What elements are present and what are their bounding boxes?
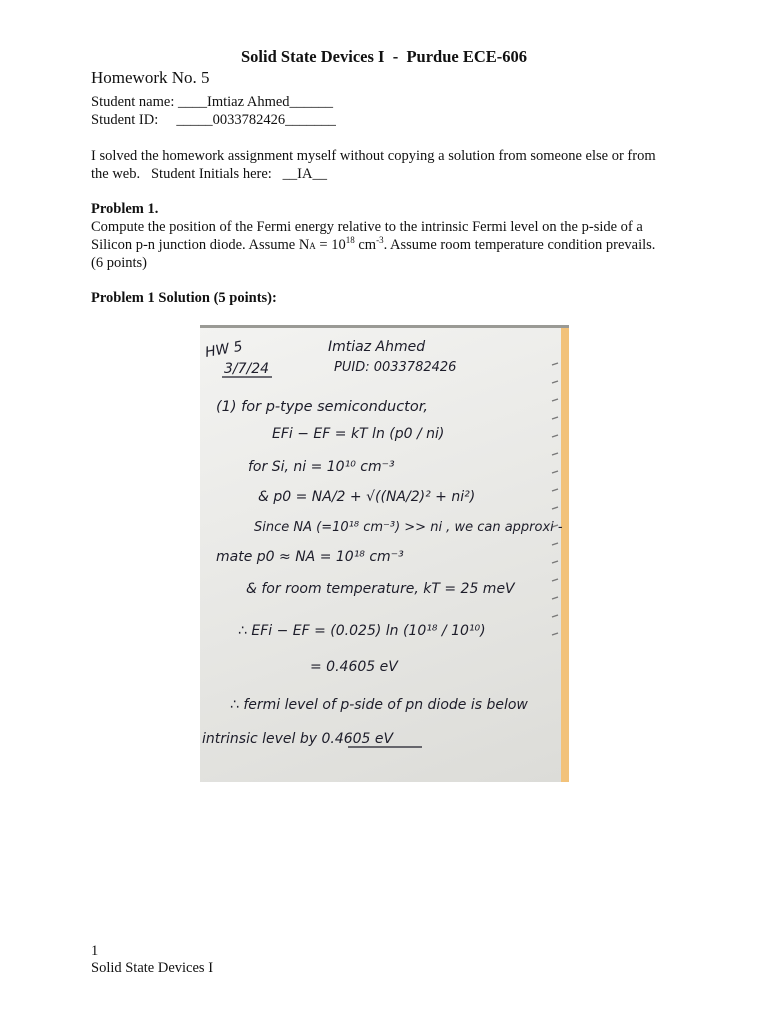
hand-line-2: EFi − EF = kT ln (p0 / ni): [272, 426, 445, 442]
exponent-18: 18: [345, 235, 355, 246]
problem-text-mid: = 10: [315, 237, 346, 253]
acceptor-subscript: A: [309, 241, 316, 251]
student-name-line: Student name: ____Imtiaz Ahmed______: [91, 94, 334, 110]
photo-top-edge: [200, 325, 569, 328]
notebook-edge: [561, 325, 569, 782]
student-id-line: Student ID: _____0033782426_______: [91, 112, 336, 128]
hand-name: Imtiaz Ahmed: [328, 339, 426, 355]
hand-line-5: Since NA (=10¹⁸ cm⁻³) >> ni , we can approxi -: [254, 520, 563, 535]
problem-text-post: . Assume room temperature condition prevails.: [383, 237, 656, 253]
declaration-line-2: the web. Student Initials here: __IA__: [91, 166, 327, 182]
footer-text: Solid State Devices I: [91, 960, 214, 976]
hw-date: 3/7/24: [224, 361, 270, 377]
spiral-binding-marks: [552, 363, 558, 635]
hand-line-10: ∴ fermi level of p-side of pn diode is below: [230, 697, 528, 713]
problem-text-line-2: [91, 237, 655, 254]
solution-heading: Problem 1 Solution (5 points):: [91, 290, 277, 306]
declaration-line-1: I solved the homework assignment myself without copying a solution from someone else or from: [91, 148, 656, 164]
document-title: Solid State Devices I - Purdue ECE-606: [241, 47, 527, 66]
hand-line-4: & p0 = NA/2 + √((NA/2)² + ni²): [258, 489, 476, 505]
problem-heading: Problem 1.: [91, 201, 159, 217]
hand-line-9: = 0.4605 eV: [310, 659, 398, 675]
homework-number: Homework No. 5: [91, 68, 210, 87]
problem-text-line-1: Compute the position of the Fermi energy relative to the intrinsic Fermi level on the p-side of a: [91, 219, 643, 235]
problem-text-pre: Silicon p-n junction diode. Assume N: [91, 237, 310, 253]
handwritten-solution-photo: [200, 325, 569, 782]
hand-puid: PUID: 0033782426: [334, 360, 457, 375]
hand-line-7: & for room temperature, kT = 25 meV: [246, 581, 515, 597]
hw-label: HW 5: [203, 338, 244, 361]
exponent-minus-3: -3: [376, 235, 384, 246]
hand-line-11: intrinsic level by 0.4605 eV: [202, 731, 394, 747]
page-number: 1: [91, 943, 99, 959]
hand-line-1: (1) for p-type semiconductor,: [216, 399, 428, 415]
problem-text-unit: cm: [354, 237, 377, 253]
hand-line-3: for Si, ni = 10¹⁰ cm⁻³: [248, 459, 395, 475]
hand-line-6: mate p0 ≈ NA = 10¹⁸ cm⁻³: [216, 549, 404, 565]
problem-points: (6 points): [91, 255, 147, 271]
handwritten-solution-drawing: [200, 325, 569, 782]
hand-line-8: ∴ EFi − EF = (0.025) ln (10¹⁸ / 10¹⁰): [238, 623, 486, 639]
